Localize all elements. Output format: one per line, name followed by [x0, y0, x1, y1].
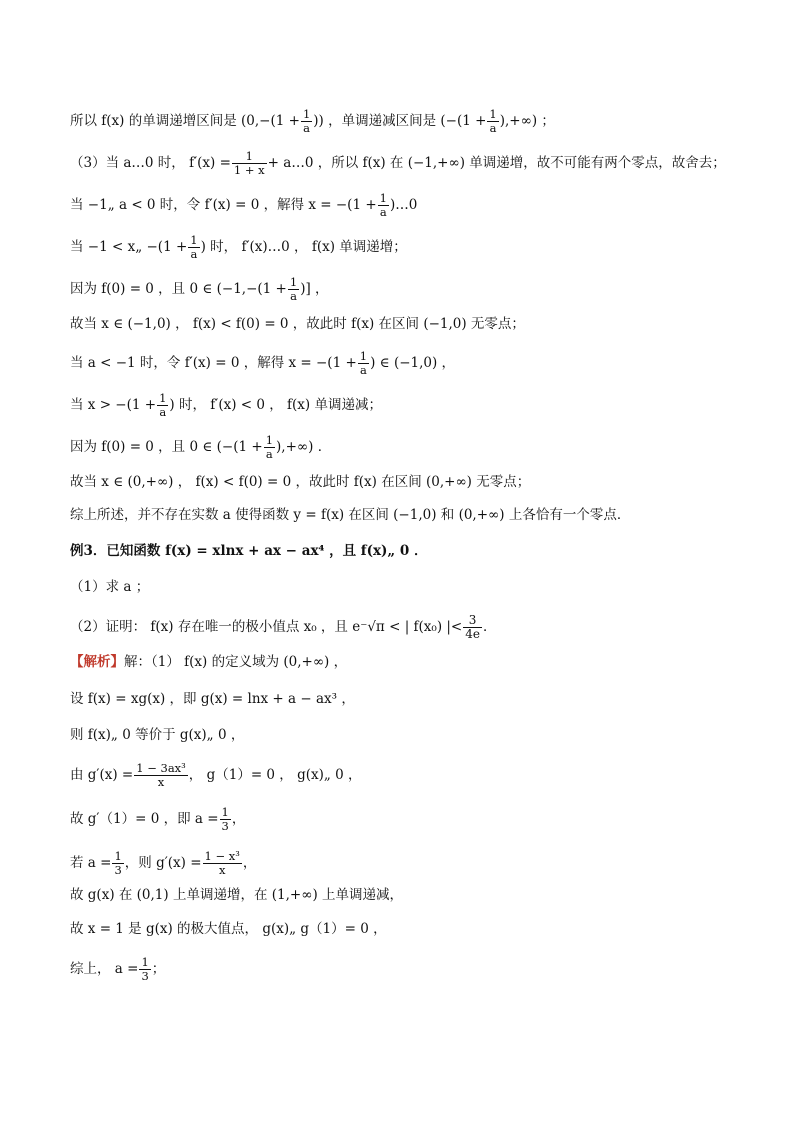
- text-segment: 故 g(x) 在 (0,1) 上单调递增，在 (1,+∞) 上单调递减，: [70, 887, 404, 903]
- text-segment: 综上， a =: [70, 961, 139, 977]
- fraction: [264, 434, 275, 461]
- text-segment: ，: [242, 855, 257, 871]
- text-segment: 设 f(x) = xg(x) ，即 g(x) = lnx + a − ax³ ，: [70, 691, 355, 707]
- text-segment: ) ∈ (−1,0) ，: [370, 355, 456, 371]
- denominator: x: [218, 863, 226, 877]
- text-line: [70, 150, 726, 177]
- fraction: [134, 762, 188, 789]
- numerator: 1: [302, 107, 311, 121]
- denominator: x: [157, 775, 165, 789]
- text-line: [70, 806, 245, 833]
- text-segment: 所以 f(x) 的单调递增区间是 (0,−(1 +: [70, 113, 300, 129]
- text-segment: ) 时， f′(x)…0 ， f(x) 单调递增；: [200, 239, 407, 255]
- text-segment: 当 −1 < x„ −(1 +: [70, 239, 188, 255]
- text-segment: ．: [483, 619, 497, 635]
- text-segment: ，: [231, 811, 246, 827]
- text-segment: ),+∞) ．: [276, 439, 332, 455]
- text-segment: + a…0 ，所以 f(x) 在 (−1,+∞) 单调递增，故不可能有两个零点，故舍去；: [267, 155, 726, 171]
- numerator: 1: [359, 349, 368, 363]
- numerator: 1: [221, 805, 229, 819]
- text-line: [70, 506, 630, 524]
- numerator: 1: [190, 233, 198, 247]
- numerator: 1: [232, 150, 267, 164]
- numerator: 1: [114, 849, 122, 863]
- text-segment: 由 g′(x) =: [70, 767, 134, 783]
- fraction: [203, 850, 242, 877]
- text-line: [70, 956, 165, 983]
- text-segment: 当 x > −(1 +: [70, 397, 157, 413]
- denominator: a: [190, 247, 198, 261]
- fraction: [301, 108, 312, 135]
- denominator: a: [265, 447, 273, 461]
- text-line: [70, 192, 417, 219]
- denominator: 4e: [465, 627, 480, 641]
- example-heading: [70, 542, 428, 560]
- text-segment: )) ，单调递减区间是 (−(1 +: [313, 113, 487, 129]
- denominator: 3: [141, 969, 149, 983]
- text-segment: 则 f(x)„ 0 等价于 g(x)„ 0 ，: [70, 727, 245, 743]
- text-line: [70, 920, 387, 938]
- numerator: 1: [379, 191, 387, 205]
- numerator: 1 − 3ax³: [136, 761, 186, 775]
- text-segment: （3）当 a…0 时， f′(x) =: [70, 155, 231, 171]
- text-segment: 综上所述，并不存在实数 a 使得函数 y = f(x) 在区间 (−1,0) 和 (0,+∞) 上各恰有一个零点．: [70, 507, 631, 523]
- text-line: [70, 726, 244, 744]
- denominator: 1 + x: [233, 163, 265, 177]
- text-line: [70, 850, 256, 877]
- text-segment: )…0: [389, 197, 418, 213]
- fraction: [188, 234, 199, 261]
- numerator: 1: [289, 275, 298, 289]
- text-segment: 解：（1） f(x) 的定义域为 (0,+∞) ，: [124, 654, 348, 670]
- text-segment: ) 时， f′(x) < 0 ， f(x) 单调递减；: [169, 397, 382, 413]
- text-line: [70, 108, 555, 135]
- fraction: [112, 850, 123, 877]
- text-segment: ；: [151, 961, 166, 977]
- denominator: 3: [221, 819, 229, 833]
- text-line: [70, 473, 530, 491]
- numerator: 1: [489, 107, 497, 121]
- text-line: [70, 234, 407, 261]
- text-line: [70, 392, 382, 419]
- text-line: [70, 653, 347, 671]
- text-segment: 故当 x ∈ (0,+∞) ， f(x) < f(0) = 0 ，故此时 f(x) 在区间 (0,+∞) 无零点；: [70, 474, 531, 490]
- text-segment: 因为 f(0) = 0 ，且 0 ∈ (−(1 +: [70, 439, 263, 455]
- text-segment: 当 −1„ a < 0 时，令 f′(x) = 0 ，解得 x = −(1 +: [70, 197, 377, 213]
- text-line: [70, 614, 497, 641]
- text-segment: ，则 g′(x) =: [124, 855, 202, 871]
- text-line: [70, 886, 403, 904]
- denominator: 3: [114, 863, 122, 877]
- text-segment: （1）求 a ；: [70, 579, 150, 595]
- text-segment: 故当 x ∈ (−1,0) ， f(x) < f(0) = 0 ，故此时 f(x) 在区间 (−1,0) 无零点；: [70, 316, 525, 332]
- fraction: [157, 392, 168, 419]
- numerator: 1: [159, 391, 167, 405]
- denominator: a: [360, 363, 367, 377]
- text-segment: ),+∞) ；: [499, 113, 555, 129]
- fraction: [139, 956, 150, 983]
- numerator: 1: [265, 433, 274, 447]
- text-segment: 因为 f(0) = 0 ，且 0 ∈ (−1,−(1 +: [70, 281, 287, 297]
- text-segment: 若 a =: [70, 855, 112, 871]
- text-segment: 例3．已知函数 f(x) = xlnx + ax − ax⁴ ，且 f(x)„ 0 ．: [70, 543, 428, 559]
- fraction: [220, 806, 231, 833]
- text-segment: 故 x = 1 是 g(x) 的极大值点， g(x)„ g（1）= 0 ，: [70, 921, 387, 937]
- text-segment: 当 a < −1 时，令 f′(x) = 0 ，解得 x = −(1 +: [70, 355, 357, 371]
- denominator: a: [159, 405, 167, 419]
- numerator: 3: [463, 614, 482, 628]
- text-segment: （2）证明： f(x) 存在唯一的极小值点 x₀ ，且 e⁻√π < | f(x₀) |<: [70, 619, 463, 635]
- fraction: [288, 276, 299, 303]
- text-line: [70, 350, 455, 377]
- fraction: [463, 614, 482, 641]
- text-segment: 故 g′（1）= 0 ，即 a =: [70, 811, 219, 827]
- text-line: [70, 276, 329, 303]
- text-segment: ， g（1）= 0 ， g(x)„ 0 ，: [188, 767, 362, 783]
- text-line: [70, 690, 355, 708]
- analysis-tag: 【解析】: [70, 654, 124, 670]
- numerator: 1 − x³: [204, 849, 240, 863]
- fraction: [358, 350, 369, 377]
- numerator: 1: [141, 955, 149, 969]
- text-line: [70, 434, 331, 461]
- denominator: a: [379, 205, 387, 219]
- text-segment: )] ，: [300, 281, 329, 297]
- fraction: [487, 108, 498, 135]
- fraction: [232, 150, 267, 177]
- denominator: a: [489, 121, 497, 135]
- text-line: [70, 578, 149, 596]
- denominator: a: [290, 289, 297, 303]
- text-line: [70, 762, 362, 789]
- text-line: [70, 315, 525, 333]
- fraction: [378, 192, 389, 219]
- denominator: a: [303, 121, 311, 135]
